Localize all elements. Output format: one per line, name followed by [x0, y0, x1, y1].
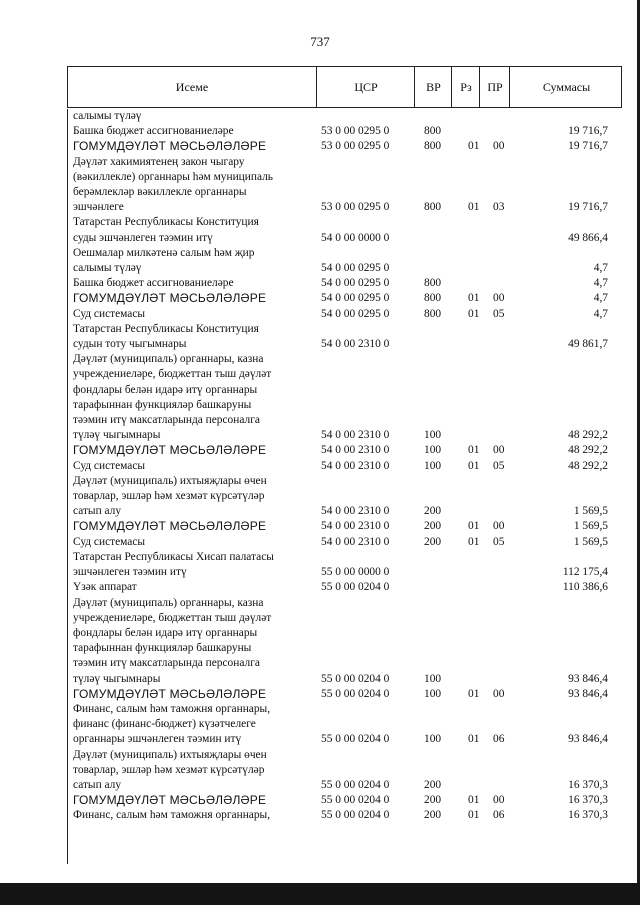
row-pr: 05 — [493, 307, 505, 320]
row-name-line: Татарстан Республикасы Конституция — [73, 322, 259, 335]
row-sum: 4,7 — [593, 292, 608, 305]
row-vr: 100 — [424, 459, 442, 472]
row-pr: 00 — [493, 140, 505, 153]
row-name-line: сатып алу — [73, 778, 122, 791]
row-vr: 800 — [424, 140, 442, 153]
table-row — [68, 124, 622, 139]
row-name-line: Суд системасы — [73, 307, 146, 320]
row-name — [73, 443, 305, 458]
row-name — [73, 109, 305, 124]
row-name-line: Суд системасы — [73, 535, 146, 548]
row-rz: 01 — [468, 520, 480, 533]
row-vr: 200 — [424, 794, 442, 807]
row-csr: 54 0 00 2310 0 — [321, 429, 390, 442]
row-name-line: (вәкиллекле) органнары һәм муниципаль — [73, 170, 273, 183]
row-csr: 54 0 00 0295 0 — [321, 277, 390, 290]
row-name-line: фондлары белән идарә итү органнары — [73, 383, 258, 396]
row-csr: 54 0 00 0295 0 — [321, 307, 390, 320]
row-rz: 01 — [468, 444, 480, 457]
header-pr: ПР — [479, 67, 510, 107]
row-pr: 00 — [493, 794, 505, 807]
row-name — [73, 702, 305, 748]
row-sum: 4,7 — [593, 262, 608, 275]
header-name: Исеме — [175, 80, 209, 94]
row-name-line: салымы түләү — [73, 110, 142, 122]
row-sum: 16 370,3 — [568, 778, 608, 791]
row-csr: 54 0 00 2310 0 — [321, 459, 390, 472]
row-rz: 01 — [468, 794, 480, 807]
row-name — [73, 307, 305, 322]
row-name — [73, 596, 305, 687]
row-pr: 06 — [493, 809, 505, 822]
table-row — [68, 596, 622, 687]
scan-edge-bottom — [0, 883, 640, 905]
row-name-line: Дәүләт (муниципаль) органнары, казна — [73, 596, 264, 609]
row-sum: 1 569,5 — [573, 505, 608, 518]
row-name-line: Татарстан Республикасы Хисап палатасы — [73, 550, 274, 563]
table-row — [68, 276, 622, 291]
table-row — [68, 793, 622, 808]
row-name-line: Дәүләт хакимиятенең закон чыгару — [73, 155, 245, 168]
row-csr: 53 0 00 0295 0 — [321, 125, 390, 138]
row-csr: 55 0 00 0000 0 — [321, 566, 390, 579]
row-name — [73, 748, 305, 794]
header-csr: ЦСР — [316, 67, 415, 107]
row-csr: 53 0 00 0295 0 — [321, 201, 390, 214]
row-name — [73, 124, 305, 139]
row-csr: 55 0 00 0204 0 — [321, 778, 390, 791]
row-name — [73, 474, 305, 520]
table-row — [68, 139, 622, 154]
row-vr: 100 — [424, 672, 442, 685]
row-pr: 00 — [493, 444, 505, 457]
row-rz: 01 — [468, 292, 480, 305]
row-vr: 100 — [424, 687, 442, 700]
table-row — [68, 155, 622, 216]
table-row — [68, 702, 622, 748]
table-header — [67, 66, 622, 108]
row-sum: 4,7 — [593, 307, 608, 320]
row-name — [73, 155, 305, 216]
row-name-line: тәэмин итү максатларында персоналга — [73, 657, 260, 670]
row-pr: 03 — [493, 201, 505, 214]
row-vr: 800 — [424, 277, 442, 290]
row-name-line: салымы түләү — [73, 262, 142, 275]
row-name-line: Башка бюджет ассигнованиеләре — [73, 125, 234, 138]
row-vr: 800 — [424, 307, 442, 320]
table-row — [68, 322, 622, 352]
row-name — [73, 580, 305, 595]
row-sum: 48 292,2 — [568, 429, 608, 442]
row-csr: 53 0 00 0295 0 — [321, 140, 390, 153]
row-name-line: ГОМУМДӘҮЛӘТ МӘСЬӘЛӘЛӘРЕ — [73, 793, 267, 808]
row-name — [73, 139, 305, 154]
row-sum: 19 716,7 — [568, 125, 608, 138]
table-row — [68, 474, 622, 520]
row-sum: 1 569,5 — [573, 535, 608, 548]
row-name — [73, 519, 305, 534]
row-name — [73, 215, 305, 245]
table-row — [68, 459, 622, 474]
row-sum: 16 370,3 — [568, 809, 608, 822]
table-row — [68, 352, 622, 443]
row-rz: 01 — [468, 535, 480, 548]
row-name-line: фондлары белән идарә итү органнары — [73, 626, 258, 639]
row-rz: 01 — [468, 307, 480, 320]
row-csr: 55 0 00 0204 0 — [321, 687, 390, 700]
row-sum: 93 846,4 — [568, 733, 608, 746]
row-sum: 19 716,7 — [568, 201, 608, 214]
row-csr: 54 0 00 0295 0 — [321, 262, 390, 275]
header-vr: ВР — [414, 67, 452, 107]
row-csr: 55 0 00 0204 0 — [321, 809, 390, 822]
row-pr: 00 — [493, 520, 505, 533]
table-row — [68, 687, 622, 702]
row-name-line: Оешмалар милкәтенә салым һәм җир — [73, 246, 255, 259]
row-name-line: Дәүләт (муниципаль) органнары, казна — [73, 353, 264, 366]
row-sum: 110 386,6 — [562, 581, 608, 594]
row-pr: 00 — [493, 292, 505, 305]
row-csr: 55 0 00 0204 0 — [321, 733, 390, 746]
row-csr: 54 0 00 2310 0 — [321, 535, 390, 548]
table-row — [68, 246, 622, 276]
row-name-line: Дәүләт (муниципаль) ихтыяҗлары өчен — [73, 748, 267, 761]
header-sum: Суммасы — [509, 67, 623, 107]
row-vr: 800 — [424, 292, 442, 305]
row-name — [73, 687, 305, 702]
table-row — [68, 307, 622, 322]
row-sum: 19 716,7 — [568, 140, 608, 153]
table-row — [68, 550, 622, 580]
row-name-line: судын тоту чыгымнары — [73, 338, 187, 351]
row-name-line: суды эшчәнлеген тәэмин итү — [73, 231, 213, 244]
row-rz: 01 — [468, 809, 480, 822]
row-vr: 200 — [424, 505, 442, 518]
row-name-line: тәэмин итү максатларында персоналга — [73, 414, 260, 427]
row-name — [73, 276, 305, 291]
row-name-line: тарафыннан функцияләр башкаруны — [73, 642, 252, 655]
row-sum: 49 866,4 — [568, 231, 608, 244]
table-row — [68, 535, 622, 550]
table-body — [67, 109, 622, 864]
row-vr: 200 — [424, 778, 442, 791]
table-row — [68, 580, 622, 595]
row-name — [73, 793, 305, 808]
row-pr: 00 — [493, 687, 505, 700]
row-name-line: сатып алу — [73, 505, 122, 518]
row-csr: 54 0 00 2310 0 — [321, 444, 390, 457]
row-name-line: учреждениеләре, бюджеттан тыш дәүләт — [73, 368, 272, 381]
row-name-line: эшчәнлеге — [73, 201, 124, 214]
row-name-line: Үзәк аппарат — [73, 581, 137, 594]
row-name-line: түләү чыгымнары — [73, 429, 161, 442]
row-csr: 54 0 00 2310 0 — [321, 520, 390, 533]
row-sum: 16 370,3 — [568, 794, 608, 807]
row-pr: 05 — [493, 459, 505, 472]
row-sum: 48 292,2 — [568, 459, 608, 472]
row-name-line: ГОМУМДӘҮЛӘТ МӘСЬӘЛӘЛӘРЕ — [73, 686, 267, 701]
row-csr: 55 0 00 0204 0 — [321, 672, 390, 685]
row-pr: 05 — [493, 535, 505, 548]
row-rz: 01 — [468, 140, 480, 153]
row-csr: 54 0 00 2310 0 — [321, 505, 390, 518]
row-name — [73, 808, 305, 823]
row-csr: 55 0 00 0204 0 — [321, 581, 390, 594]
row-name-line: берәмлекләр вәкиллекле органнары — [73, 186, 247, 199]
table-row — [68, 808, 622, 823]
row-name-line: эшчәнлеген тәэмин итү — [73, 566, 187, 579]
row-name-line: ГОМУМДӘҮЛӘТ МӘСЬӘЛӘЛӘРЕ — [73, 291, 267, 306]
table-row — [68, 748, 622, 794]
row-csr: 54 0 00 0000 0 — [321, 231, 390, 244]
row-rz: 01 — [468, 459, 480, 472]
row-rz: 01 — [468, 687, 480, 700]
row-pr: 06 — [493, 733, 505, 746]
row-sum: 49 861,7 — [568, 338, 608, 351]
row-vr: 200 — [424, 809, 442, 822]
row-name-line: Дәүләт (муниципаль) ихтыяҗлары өчен — [73, 474, 267, 487]
row-name-line: ГОМУМДӘҮЛӘТ МӘСЬӘЛӘЛӘРЕ — [73, 443, 267, 458]
row-name-line: органнары эшчәнлеген тәэмин итү — [73, 733, 242, 746]
row-name-line: Татарстан Республикасы Конституция — [73, 216, 259, 229]
row-vr: 100 — [424, 429, 442, 442]
row-rz: 01 — [468, 201, 480, 214]
row-name-line: Башка бюджет ассигнованиеләре — [73, 277, 234, 290]
row-name — [73, 322, 305, 352]
row-sum: 1 569,5 — [573, 520, 608, 533]
row-name-line: товарлар, эшләр һәм хезмәт күрсәтүләр — [73, 763, 265, 776]
row-name — [73, 535, 305, 550]
row-name-line: учреждениеләре, бюджеттан тыш дәүләт — [73, 611, 272, 624]
page-number: 737 — [310, 34, 330, 49]
row-name — [73, 291, 305, 306]
row-csr: 54 0 00 0295 0 — [321, 292, 390, 305]
row-name-line: Суд системасы — [73, 459, 146, 472]
row-sum: 4,7 — [593, 277, 608, 290]
row-vr: 800 — [424, 201, 442, 214]
row-name-line: тарафыннан функцияләр башкаруны — [73, 398, 252, 411]
row-name-line: Финанс, салым һәм таможня органнары, — [73, 702, 271, 715]
row-rz: 01 — [468, 733, 480, 746]
row-sum: 93 846,4 — [568, 687, 608, 700]
row-vr: 100 — [424, 733, 442, 746]
row-name — [73, 352, 305, 443]
row-vr: 200 — [424, 520, 442, 533]
table-row — [68, 291, 622, 306]
table-row — [68, 443, 622, 458]
row-name-line: Финанс, салым һәм таможня органнары, — [73, 809, 271, 822]
row-name-line: товарлар, эшләр һәм хезмәт күрсәтүләр — [73, 490, 265, 503]
row-vr: 100 — [424, 444, 442, 457]
header-rz: Рз — [451, 67, 480, 107]
row-name-line: түләү чыгымнары — [73, 672, 161, 685]
table-row — [68, 215, 622, 245]
table-row — [68, 109, 622, 124]
row-name-line: финанс (финанс-бюджет) күзәтчелеге — [73, 718, 256, 731]
row-name — [73, 246, 305, 276]
row-csr: 55 0 00 0204 0 — [321, 794, 390, 807]
row-sum: 112 175,4 — [562, 566, 608, 579]
row-vr: 200 — [424, 535, 442, 548]
row-sum: 48 292,2 — [568, 444, 608, 457]
table-row — [68, 519, 622, 534]
row-csr: 54 0 00 2310 0 — [321, 338, 390, 351]
row-sum: 93 846,4 — [568, 672, 608, 685]
row-name — [73, 550, 305, 580]
row-vr: 800 — [424, 125, 442, 138]
row-name — [73, 459, 305, 474]
budget-table — [67, 66, 622, 864]
row-name-line: ГОМУМДӘҮЛӘТ МӘСЬӘЛӘЛӘРЕ — [73, 139, 267, 154]
row-name-line: ГОМУМДӘҮЛӘТ МӘСЬӘЛӘЛӘРЕ — [73, 519, 267, 534]
